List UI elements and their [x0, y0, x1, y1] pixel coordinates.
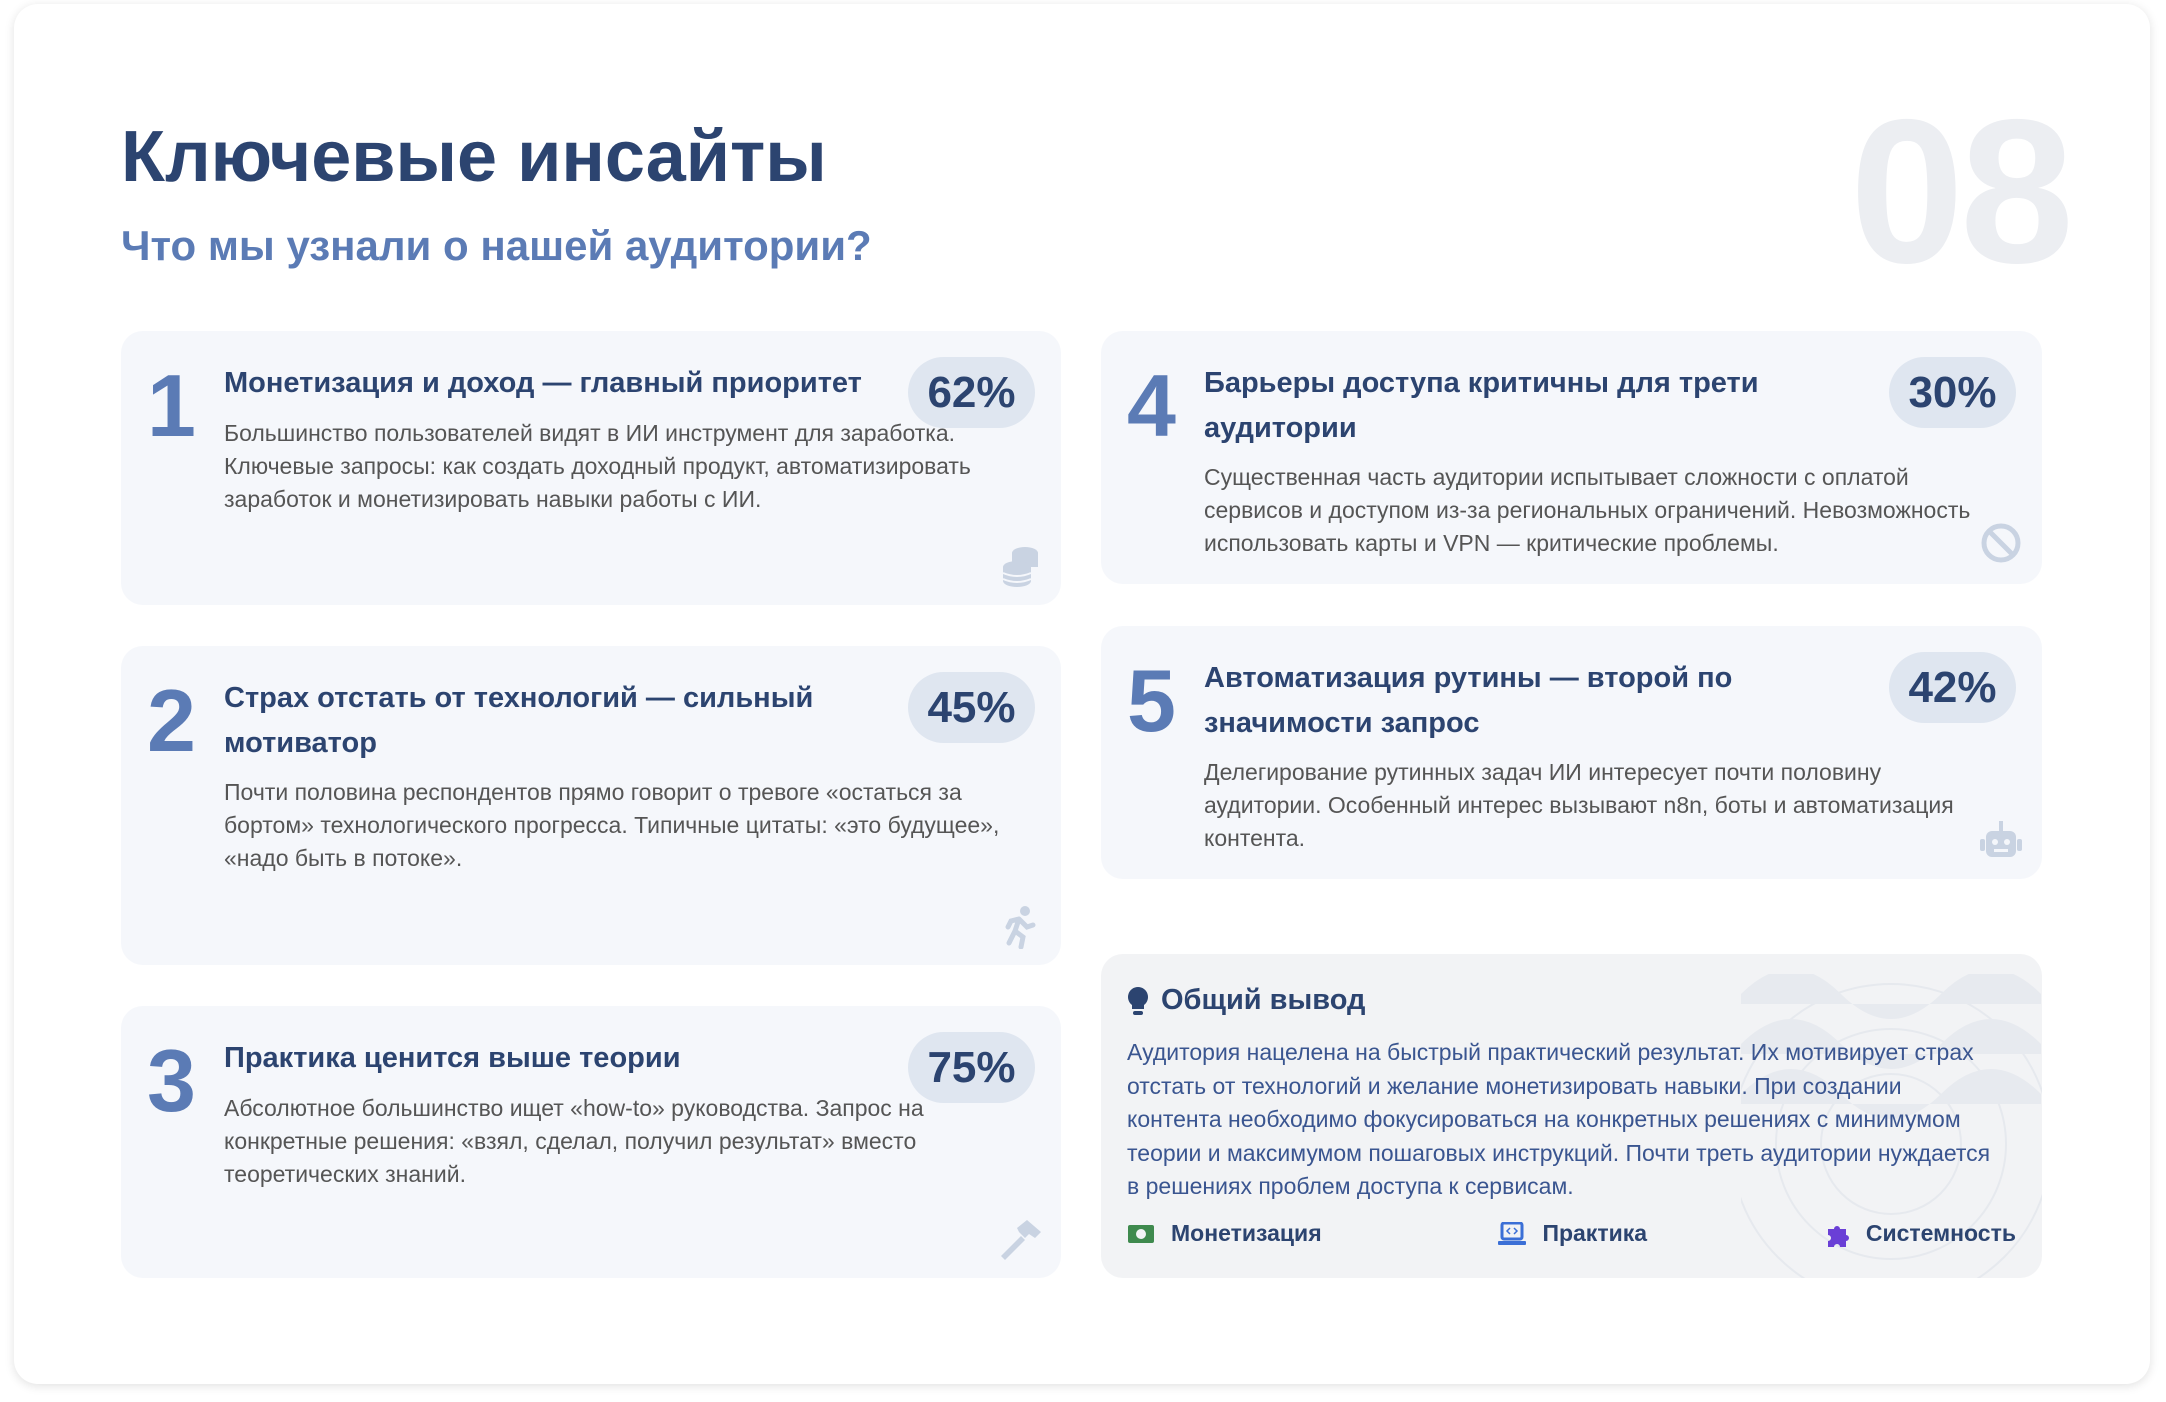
laptop-code-icon — [1498, 1222, 1526, 1246]
card-title: Практика ценится выше теории — [224, 1042, 681, 1074]
money-icon — [1127, 1223, 1155, 1245]
card-text: Большинство пользователей видят в ИИ инструмент для заработка. Ключевые запросы: как создать доходный продукт, автоматизировать заработок и монетизировать навыки работы с ИИ. — [224, 420, 971, 512]
robot-icon — [1978, 817, 2024, 863]
card-title: Автоматизация рутины — второй по значимости запрос — [1204, 662, 1733, 739]
card-text: Существенная часть аудитории испытывает сложности с оплатой сервисов и доступом из-за региональных ограничений. Невозможность использовать карты и VPN — критические проблемы. — [1204, 464, 1971, 556]
coins-icon — [997, 543, 1043, 589]
slide — [14, 4, 2150, 1384]
insight-card-3 — [121, 1006, 1061, 1278]
slide-number: 08 — [1849, 77, 2070, 306]
percent-badge: 30% — [1889, 357, 2016, 428]
summary-tags — [1127, 1220, 2016, 1247]
card-number: 4 — [1127, 356, 1176, 455]
card-text: Почти половина респондентов прямо говорит о тревоге «остаться за бортом» технологического прогресса. Типичные цитаты: «это будущее», «надо быть в потоке». — [224, 779, 1000, 871]
insight-card-5 — [1101, 626, 2042, 879]
summary-text: Аудитория нацелена на быстрый практический результат. Их мотивирует страх отстать от технологий и желание монетизировать навыки. При создании контента необходимо фокусироваться на конкретных решениях с минимумом теории и максимумом пошаговых инструкций. Почти треть аудитории нуждается в решениях проблем доступа к сервисам. — [1127, 1039, 1991, 1199]
card-number: 5 — [1127, 651, 1176, 750]
percent-badge: 62% — [908, 357, 1035, 428]
summary-title: Общий вывод — [1161, 984, 1366, 1016]
running-icon — [997, 903, 1043, 949]
card-title: Монетизация и доход — главный приоритет — [224, 367, 862, 399]
percent-badge: 45% — [908, 672, 1035, 743]
card-number: 1 — [147, 356, 196, 455]
insight-card-1 — [121, 331, 1061, 605]
card-number: 2 — [147, 671, 196, 770]
tag-practice: Практика — [1498, 1220, 1647, 1247]
card-number: 3 — [147, 1031, 196, 1130]
percent-badge: 75% — [908, 1032, 1035, 1103]
card-title: Барьеры доступа критичны для трети аудитории — [1204, 367, 1759, 444]
ban-icon — [1978, 520, 2024, 566]
card-title: Страх отстать от технологий — сильный мотиватор — [224, 682, 814, 759]
insight-card-2 — [121, 646, 1061, 965]
page-subtitle: Что мы узнали о нашей аудитории? — [121, 222, 872, 269]
card-text: Делегирование рутинных задач ИИ интересует почти половину аудитории. Особенный интерес вызывают n8n, боты и автоматизация контента. — [1204, 759, 1954, 851]
page-title: Ключевые инсайты — [121, 117, 827, 197]
card-text: Абсолютное большинство ищет «how-to» руководства. Запрос на конкретные решения: «взял, сделал, получил результат» вместо теоретических знаний. — [224, 1095, 924, 1187]
insight-card-4 — [1101, 331, 2042, 584]
lightbulb-icon — [1127, 986, 1149, 1016]
tag-system: Системность — [1824, 1220, 2016, 1247]
puzzle-icon — [1824, 1221, 1850, 1247]
percent-badge: 42% — [1889, 652, 2016, 723]
tag-monetization: Монетизация — [1127, 1220, 1322, 1247]
summary-panel — [1101, 954, 2042, 1278]
hammer-icon — [997, 1216, 1043, 1262]
